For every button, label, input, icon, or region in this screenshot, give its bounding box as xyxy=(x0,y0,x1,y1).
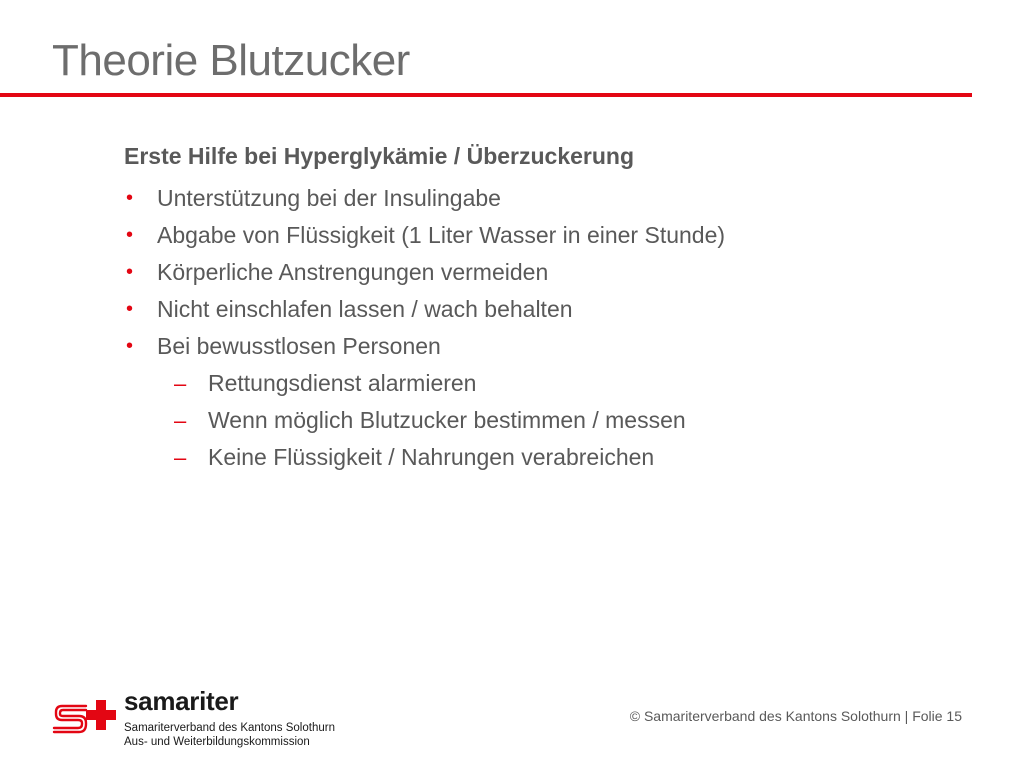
bullet-item xyxy=(124,217,984,254)
logo-org-name: Samariterverband des Kantons Solothurn xyxy=(124,722,335,734)
bullet-icon: • xyxy=(126,261,134,283)
bullet-icon: • xyxy=(126,224,134,246)
dash-icon: – xyxy=(174,408,187,433)
slide-content xyxy=(124,140,984,476)
logo-wordmark: samariter xyxy=(124,686,239,716)
bullet-icon: • xyxy=(126,187,134,209)
bullet-icon: • xyxy=(126,335,134,357)
dash-icon: – xyxy=(174,371,187,396)
bullet-item xyxy=(124,254,984,291)
title-underline xyxy=(0,93,972,97)
samariter-logo xyxy=(52,686,335,754)
slide-title: Theorie Blutzucker xyxy=(52,36,410,85)
bullet-item xyxy=(124,328,984,365)
bullet-text: Körperliche Anstrengungen vermeiden xyxy=(157,259,549,285)
sub-bullet-item xyxy=(157,365,984,402)
bullet-text: Abgabe von Flüssigkeit (1 Liter Wasser in einer Stunde) xyxy=(157,222,726,248)
bullet-text: Nicht einschlafen lassen / wach behalten xyxy=(157,296,573,322)
bullet-item xyxy=(124,291,984,328)
samariter-cross-icon xyxy=(52,700,120,736)
logo-committee-name: Aus- und Weiterbildungskommission xyxy=(124,736,310,748)
bullet-text: Unterstützung bei der Insulingabe xyxy=(157,185,501,211)
bullet-item xyxy=(124,180,984,217)
sub-bullet-text: Keine Flüssigkeit / Nahrungen verabreichen xyxy=(208,444,655,470)
dash-icon: – xyxy=(174,445,187,470)
bullet-icon: • xyxy=(126,298,134,320)
slide-subtitle: Erste Hilfe bei Hyperglykämie / Überzuckerung xyxy=(124,143,635,169)
sub-bullet-item xyxy=(157,402,984,439)
sub-bullet-item xyxy=(157,439,984,476)
slide-footer: © Samariterverband des Kantons Solothurn | Folie 15 xyxy=(629,708,962,724)
sub-bullet-text: Wenn möglich Blutzucker bestimmen / messen xyxy=(208,407,686,433)
sub-bullet-list xyxy=(124,365,984,476)
bullet-list xyxy=(124,180,984,365)
bullet-text: Bei bewusstlosen Personen xyxy=(157,333,441,359)
sub-bullet-text: Rettungsdienst alarmieren xyxy=(208,370,477,396)
